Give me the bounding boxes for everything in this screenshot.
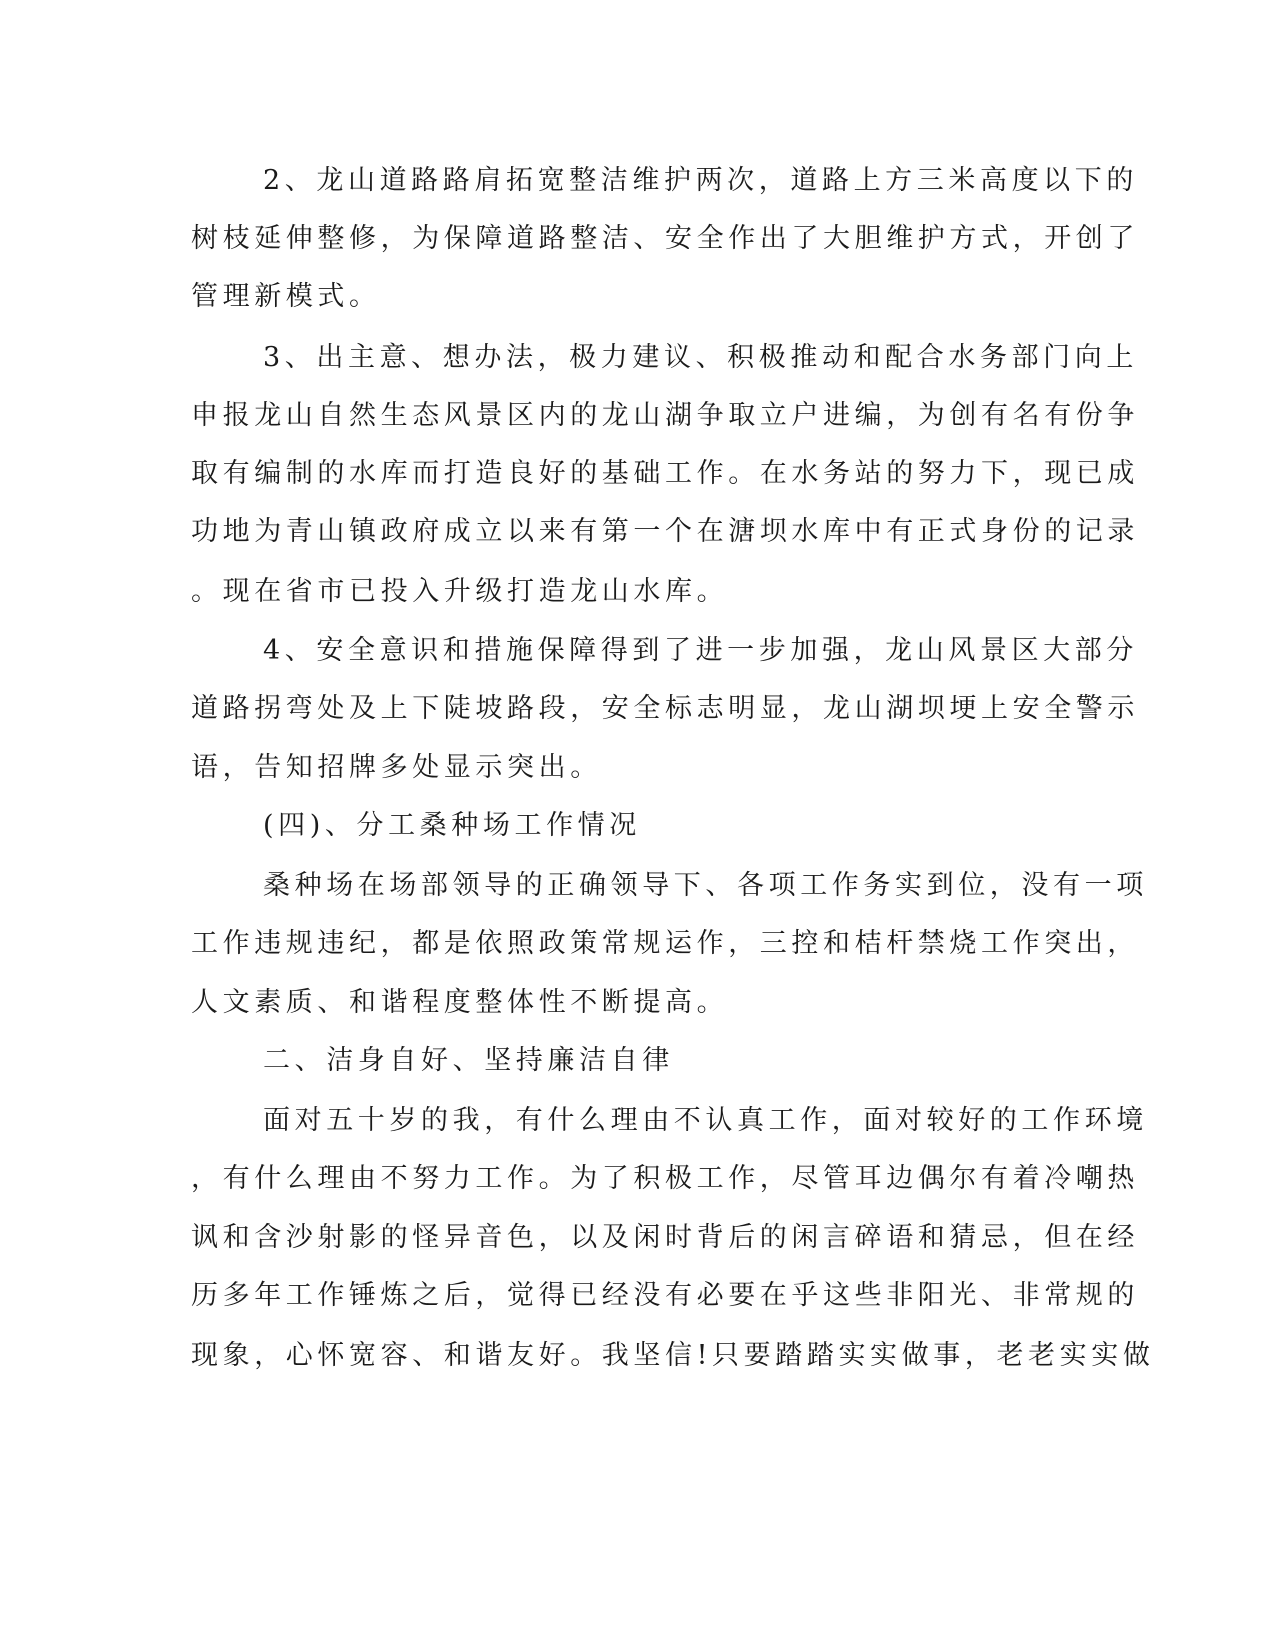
text-line: 人文素质、和谐程度整体性不断提高。 [191, 987, 729, 1018]
text-line: 3、出主意、想办法，极力建议、积极推动和配合水务部门向上 [263, 342, 1138, 373]
text-line: 面对五十岁的我，有什么理由不认真工作，面对较好的工作环境 [263, 1105, 1148, 1136]
text-line: 历多年工作锤炼之后，觉得已经没有必要在乎这些非阳光、非常规的 [191, 1280, 1139, 1311]
section-heading: (四)、分工桑种场工作情况 [263, 810, 641, 841]
section-heading: 二、洁身自好、坚持廉洁自律 [263, 1045, 674, 1076]
text-line: 申报龙山自然生态风景区内的龙山湖争取立户进编，为创有名有份争 [191, 400, 1139, 431]
text-line: 管理新模式。 [191, 281, 381, 312]
text-line: 取有编制的水库而打造良好的基础工作。在水务站的努力下，现已成 [191, 458, 1139, 489]
text-line: 桑种场在场部领导的正确领导下、各项工作务实到位，没有一项 [263, 870, 1148, 901]
text-line: 树枝延伸整修，为保障道路整洁、安全作出了大胆维护方式，开创了 [191, 223, 1139, 254]
text-line: ，有什么理由不努力工作。为了积极工作，尽管耳边偶尔有着冷嘲热 [191, 1163, 1139, 1194]
text-line: 讽和含沙射影的怪异音色，以及闲时背后的闲言碎语和猜忌，但在经 [191, 1222, 1139, 1253]
text-line: 工作违规违纪，都是依照政策常规运作，三控和桔杆禁烧工作突出， [191, 928, 1139, 959]
text-line: 4、安全意识和措施保障得到了进一步加强，龙山风景区大部分 [263, 635, 1138, 666]
text-line: 。现在省市已投入升级打造龙山水库。 [191, 576, 729, 607]
text-line: 功地为青山镇政府成立以来有第一个在溏坝水库中有正式身份的记录 [191, 516, 1139, 547]
text-line: 2、龙山道路路肩拓宽整洁维护两次，道路上方三米高度以下的 [263, 165, 1138, 196]
text-line: 现象，心怀宽容、和谐友好。我坚信!只要踏踏实实做事，老老实实做 [191, 1340, 1155, 1371]
text-line: 道路拐弯处及上下陡坡路段，安全标志明显，龙山湖坝埂上安全警示 [191, 693, 1139, 724]
text-line: 语，告知招牌多处显示突出。 [191, 752, 602, 783]
